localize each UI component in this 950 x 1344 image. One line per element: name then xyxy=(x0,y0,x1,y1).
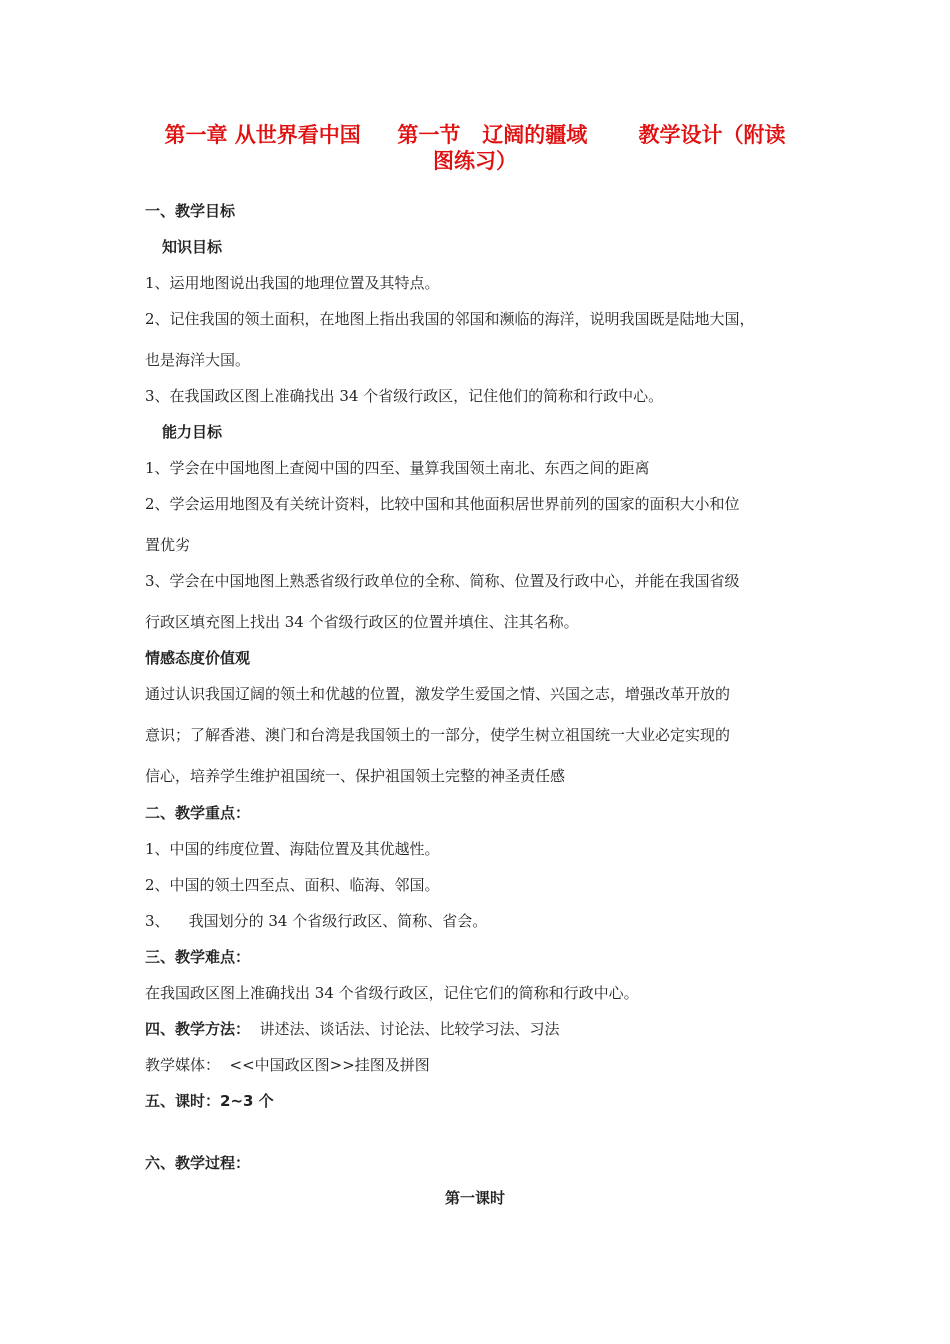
ability-item-2b: 置优劣 xyxy=(145,536,191,554)
section-2-heading: 二、教学重点： xyxy=(145,804,251,822)
knowledge-item-1: 1、运用地图说出我国的地理位置及其特点。 xyxy=(145,274,440,292)
emotion-text-1: 通过认识我国辽阔的领土和优越的位置，激发学生爱国之情、兴国之志，增强改革开放的 xyxy=(145,685,731,703)
emotion-goals-heading: 情感态度价值观 xyxy=(145,649,251,667)
knowledge-goals-heading: 知识目标 xyxy=(162,238,223,256)
methods-text: 讲述法、谈话法、讨论法、比较学习法、习法 xyxy=(250,1020,560,1038)
knowledge-item-2a: 2、记住我国的领土面积，在地图上指出我国的邻国和濒临的海洋，说明我国既是陆地大国， xyxy=(145,310,755,328)
emotion-text-3: 信心，培养学生维护祖国统一、保护祖国领土完整的神圣责任感 xyxy=(145,767,566,785)
ability-item-1: 1、学会在中国地图上查阅中国的四至、量算我国领土南北、东西之间的距离 xyxy=(145,459,650,477)
section-1-heading: 一、教学目标 xyxy=(145,202,236,220)
title-line-2: 图练习） xyxy=(433,149,517,173)
first-lesson-heading: 第一课时 xyxy=(444,1189,505,1207)
ability-goals-heading: 能力目标 xyxy=(162,423,223,441)
difficulty-text: 在我国政区图上准确找出 34 个省级行政区，记住它们的简称和行政中心。 xyxy=(145,984,639,1002)
key-point-1: 1、中国的纬度位置、海陆位置及其优越性。 xyxy=(145,840,440,858)
teaching-media: 教学媒体： <<中国政区图>>挂图及拼图 xyxy=(145,1056,430,1074)
methods-line xyxy=(145,1019,815,1039)
ability-item-2a: 2、学会运用地图及有关统计资料，比较中国和其他面积居世界前列的国家的面积大小和位 xyxy=(145,495,740,513)
section-5-class-hours: 五、课时：2~3 个 xyxy=(145,1092,274,1110)
section-3-heading: 三、教学难点： xyxy=(145,948,251,966)
emotion-text-2: 意识；了解香港、澳门和台湾是我国领土的一部分，使学生树立祖国统一大业必定实现的 xyxy=(145,726,731,744)
knowledge-item-2b: 也是海洋大国。 xyxy=(145,351,251,369)
key-point-2: 2、中国的领土四至点、面积、临海、邻国。 xyxy=(145,876,440,894)
ability-item-3a: 3、学会在中国地图上熟悉省级行政单位的全称、简称、位置及行政中心，并能在我国省级 xyxy=(145,572,740,590)
title-line-1: 第一章 从世界看中国 第一节 辽阔的疆域 教学设计（附读 xyxy=(164,123,786,147)
document-title xyxy=(140,122,810,174)
ability-item-3b: 行政区填充图上找出 34 个省级行政区的位置并填住、注其名称。 xyxy=(145,613,579,631)
section-4-heading: 四、教学方法： xyxy=(145,1020,251,1038)
key-point-3: 3、 我国划分的 34 个省级行政区、简称、省会。 xyxy=(145,912,488,930)
section-6-heading: 六、教学过程： xyxy=(145,1154,251,1172)
knowledge-item-3: 3、在我国政区图上准确找出 34 个省级行政区，记住他们的简称和行政中心。 xyxy=(145,387,664,405)
